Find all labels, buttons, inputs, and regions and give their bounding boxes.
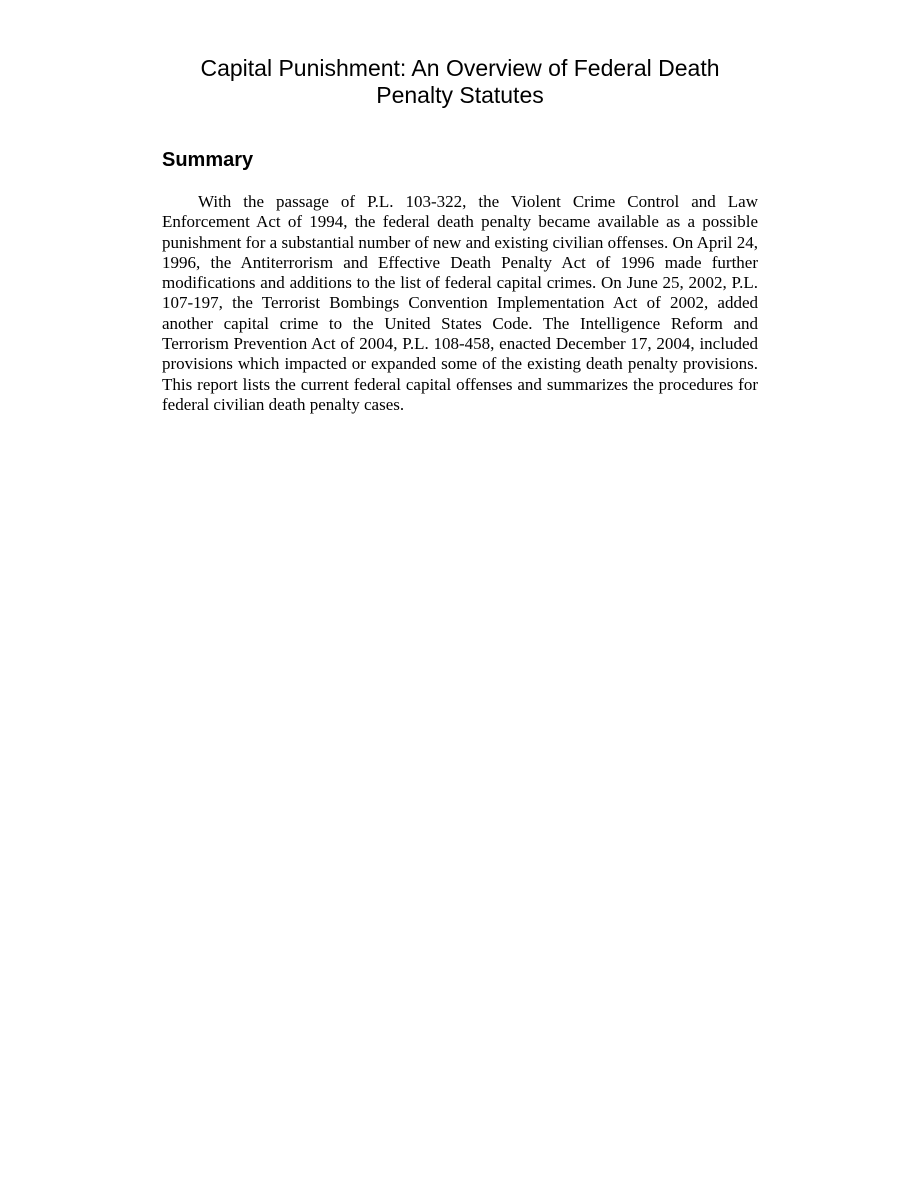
document-title-line-1: Capital Punishment: An Overview of Federal Death: [200, 55, 720, 81]
document-title: [150, 55, 770, 109]
summary-paragraph: With the passage of P.L. 103-322, the Violent Crime Control and Law Enforcement Act of 1994, the federal death penalty became available as a possible punishment for a substantial number of new and existing civilian offenses. On April 24, 1996, the Antiterrorism and Effective Death Penalty Act of 1996 made further modifications and additions to the list of federal capital crimes. On June 25, 2002, P.L. 107-197, the Terrorist Bombings Convention Implementation Act of 2002, added another capital crime to the United States Code. The Intelligence Reform and Terrorism Prevention Act of 2004, P.L. 108-458, enacted December 17, 2004, included provisions which impacted or expanded some of the existing death penalty provisions. This report lists the current federal capital offenses and summarizes the procedures for federal civilian death penalty cases.: [162, 192, 758, 414]
document-title-line-2: Penalty Statutes: [376, 82, 544, 108]
summary-heading: Summary: [162, 149, 254, 171]
